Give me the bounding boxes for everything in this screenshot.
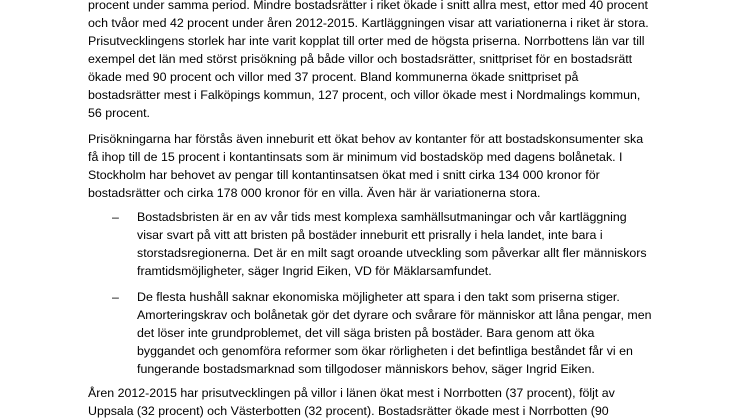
quote-2-line: Amorteringskrav och bolånetak gör det dyrare och svårare för människor att låna pengar, men — [137, 308, 652, 322]
paragraph-2-line: Prisökningarna har förstås även inneburit ett ökat behov av kontanter för att bostadskonsumenter ska — [88, 132, 644, 146]
paragraph-2-line: få ihop till de 15 procent i kontantinsats som är minimum vid bostadsköp med dagens bolånetak. I — [88, 150, 623, 164]
paragraph-1-line: procent under samma period. Mindre bostadsrätter i riket ökade i snitt allra mest, ettor med 40 procent — [88, 0, 648, 12]
paragraph-1-line: ökade med 90 procent och villor med 37 procent. Bland kommunerna ökade snittpriset på — [88, 70, 579, 84]
paragraph-2-line: bostadsrätter och cirka 178 000 kronor för en villa. Även här är variationerna stora. — [88, 186, 541, 200]
quote-2-line: De flesta hushåll saknar ekonomiska möjligheter att spara i den takt som priserna stiger. — [137, 290, 620, 304]
quote-2-line: fungerande bostadsmarknad som tillgodoser människors behov, säger Ingrid Eiken. — [137, 362, 595, 376]
paragraph-1-line: och tvåor med 42 procent under åren 2012-2015. Kartläggningen visar att variationerna i riket är stora. — [88, 16, 649, 30]
quote-1-line: Bostadsbristen är en av vår tids mest komplexa samhällsutmaningar och vår kartläggning — [137, 210, 627, 224]
paragraph-3-line: Uppsala (32 procent) och Västerbotten (32 procent). Bostadsrätter ökade mest i Norrbotten (90 — [88, 404, 609, 418]
paragraph-2-line: Stockholm har behovet av pengar till kontantinsatsen ökat med i snitt cirka 134 000 kronor för — [88, 168, 600, 182]
quote-2-line: byggandet och genomföra reformer som ökar rörligheten i det befintliga beståndet får vi en — [137, 344, 633, 358]
quote-2-line: det löser inte grundproblemet, det vill säga bristen på bostäder. Bara genom att öka — [137, 326, 595, 340]
quote-1-line: framtidsmöjligheter, säger Ingrid Eiken, VD för Mäklarsamfundet. — [137, 264, 492, 278]
quote-1-line: visar svart på vitt att bristen på bostäder inneburit ett prisrally i hela landet, inte bara i — [137, 228, 603, 242]
paragraph-1-line: bostadsrätter mest i Falköpings kommun, 127 procent, och villor ökade mest i Nordmalings kommun, — [88, 88, 641, 102]
quote-1-dash: – — [112, 210, 119, 224]
quote-1-line: storstadsregionerna. Det är en milt sagt oroande utveckling som påverkar allt fler människors — [137, 246, 647, 260]
paragraph-3-line: Åren 2012-2015 har prisutvecklingen på villor i länen ökat mest i Norrbotten (37 procent), följt av — [88, 386, 615, 400]
paragraph-1-line: exempel det län med störst prisökning på både villor och bostadsrätter, snittpriset för en bostadsrätt — [88, 52, 633, 66]
paragraph-1-line: Prisutvecklingens storlek har inte varit kopplat till orter med de högsta priserna. Norrbottens län var till — [88, 34, 645, 48]
paragraph-1-line: 56 procent. — [88, 106, 150, 120]
quote-2-dash: – — [112, 290, 119, 304]
